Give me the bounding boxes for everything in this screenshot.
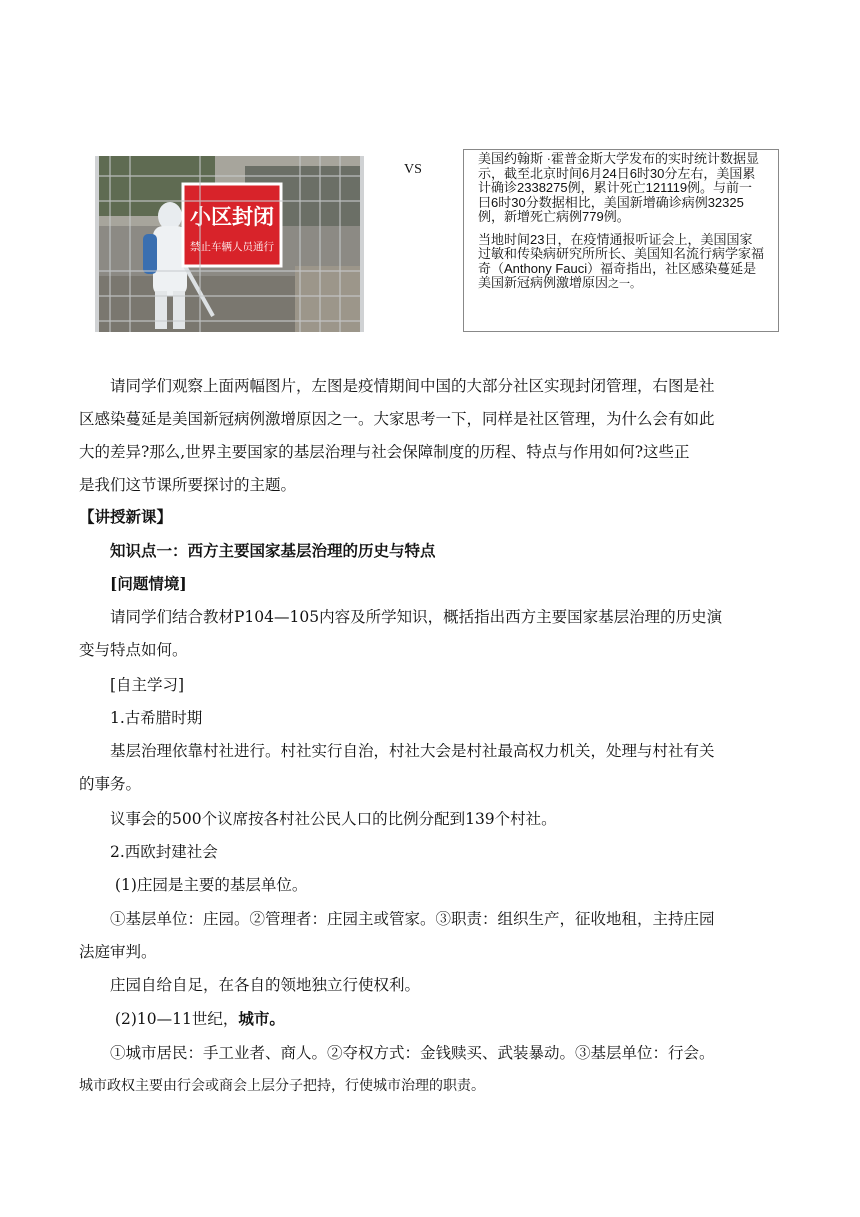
self-study-heading: [自主学习] <box>79 676 185 694</box>
problem-context-heading: [问题情境] <box>79 574 187 593</box>
body-line: ①基层单位：庄园。②管理者：庄园主或管家。③职责：组织生产，征收地租，主持庄园 <box>79 910 715 928</box>
news-paragraph-2-tail: 之一。 <box>608 278 642 290</box>
lockdown-photo-illustration <box>95 156 364 332</box>
body-line: 区感染蔓延是美国新冠病例激增原因之一。大家思考一下，同样是社区管理，为什么会有如此 <box>79 410 715 428</box>
body-line: 法庭审判。 <box>79 943 157 961</box>
knowledge-point-heading: 知识点一：西方主要国家基层治理的历史与特点 <box>79 541 436 560</box>
body-line: 城市政权主要由行会或商会上层分子把持，行使城市治理的职责。 <box>79 1078 485 1094</box>
news-paragraph-2: 当地时间23日，在疫情通报听证会上，美国国家过敏和传染病研究所所长、美国知名流行病学家福奇（Anthony Fauci）福奇指出，社区感染蔓延是美国新冠病例激增原因 <box>478 231 765 290</box>
body-line: 议事会的500个议席按各村社公民人口的比例分配到139个村社。 <box>79 810 557 828</box>
bold-term: 城市。 <box>238 1009 285 1028</box>
body-line: (1)庄园是主要的基层单位。 <box>79 876 308 894</box>
sign-title: 小区封闭 <box>190 205 274 229</box>
body-line: 庄园自给自足，在各自的领地独立行使权利。 <box>79 976 421 994</box>
body-line: 请同学们观察上面两幅图片，左图是疫情期间中国的大部分社区实现封闭管理，右图是社 <box>79 377 715 395</box>
body-line: 变与特点如何。 <box>79 641 188 659</box>
body-line: 基层治理依靠村社进行。村社实行自治，村社大会是村社最高权力机关，处理与村社有关 <box>79 742 715 760</box>
body-line: ①城市居民：手工业者、商人。②夺权方式：金钱赎买、武装暴动。③基层单位：行会。 <box>79 1044 715 1062</box>
body-line: 的事务。 <box>79 775 142 793</box>
body-line <box>79 1009 789 1029</box>
body-line: 大的差异?那么,世界主要国家的基层治理与社会保障制度的历程、特点与作用如何?这些正 <box>79 443 690 461</box>
news-paragraph-1: 美国约翰斯 ·霍普金斯大学发布的实时统计数据显示，截至北京时间6月24日6时30分左右，美国累计确诊2338275例，累计死亡121119例。与前一曰6时30分数据相比，美国新增确诊病例32325例，新增死亡病例779例。 <box>478 151 759 224</box>
vs-label: VS <box>404 162 422 177</box>
sign-subtitle: 禁止车辆人员通行 <box>190 241 274 253</box>
news-text-box <box>463 149 779 332</box>
lockdown-photo <box>95 156 364 332</box>
body-line: 请同学们结合教材P104—105内容及所学知识，概括指出西方主要国家基层治理的历史演 <box>79 608 723 626</box>
subheading: 2.西欧封建社会 <box>79 843 218 861</box>
line-text: (2)10—11世纪， <box>79 1010 239 1028</box>
section-heading: 【讲授新课】 <box>79 507 173 526</box>
body-line: 是我们这节课所要探讨的主题。 <box>79 476 297 494</box>
subheading: 1.古希腊时期 <box>79 709 203 727</box>
